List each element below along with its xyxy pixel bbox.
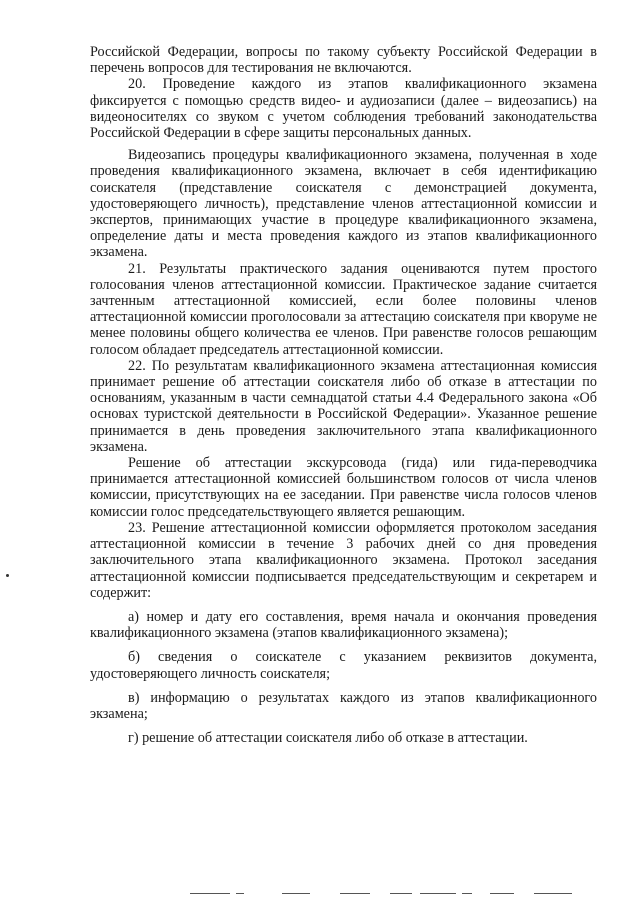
footer-scan-lines	[190, 893, 630, 895]
paragraph-item-21: 21. Результаты практического задания оцениваются путем простого голосования членов аттестационной комиссии. Практическое задание считается зачтенным аттестационной комиссией, если более половины членов аттестационной комиссии проголосовали за аттестацию соискателя при кворуме не менее половины общего количества ее членов. При равенстве голосов решающим голосом обладает председатель аттестационной комиссии.	[90, 260, 597, 358]
paragraph-subitem-b: б) сведения о соискателе с указанием реквизитов документа, удостоверяющего личность соискателя;	[90, 649, 597, 682]
paragraph-subitem-a: а) номер и дату его составления, время начала и окончания проведения квалификационного экзамена (этапов квалификационного экзамена);	[90, 608, 597, 642]
paragraph-continuation: Российской Федерации, вопросы по такому субъекту Российской Федерации в перечень вопросов для тестирования не включаются.	[90, 44, 597, 77]
paragraph-video-recording: Видеозапись процедуры квалификационного экзамена, полученная в ходе проведения квалификационного экзамена, включает в себя идентификацию соискателя (представление соискателя с демонстрацией документа, удостоверяющего личность), представление членов аттестационной комиссии и экспертов, принимающих участие в процедуре квалификационного экзамена, определение даты и места проведения каждого из этапов квалификационного экзамена.	[90, 147, 597, 261]
paragraph-decision-guide: Решение об аттестации экскурсовода (гида) или гида-переводчика принимается аттестационной комиссией большинством голосов от числа членов комиссии, присутствующих на ее заседании. При равенстве числа голосов членов комиссии голос председательствующего является решающим.	[90, 455, 597, 520]
paragraph-subitem-g: г) решение об аттестации соискателя либо об отказе в аттестации.	[128, 730, 528, 747]
paragraph-subitem-v: в) информацию о результатах каждого из этапов квалификационного экзамена;	[90, 689, 597, 722]
paragraph-item-23: 23. Решение аттестационной комиссии оформляется протоколом заседания аттестационной комиссии в течение 3 рабочих дней со дня проведения заключительного этапа квалификационного экзамена. Протокол заседания аттестационной комиссии подписывается председательствующим и секретарем и содержит:	[90, 519, 597, 601]
paragraph-item-22: 22. По результатам квалификационного экзамена аттестационная комиссия принимает решение об аттестации соискателя либо об отказе в аттестации по основаниям, указанным в части семнадцатой статьи 4.4 Федерального закона «Об основах туристской деятельности в Российской Федерации». Указанное решение принимается в день проведения заключительного этапа квалификационного экзамена.	[90, 357, 597, 455]
paragraph-item-20: 20. Проведение каждого из этапов квалификационного экзамена фиксируется с помощью средств видео- и аудиозаписи (далее – видеозапись) на видеоносителях со звуком с учетом соблюдения требований законодательства Российской Федерации в сфере защиты персональных данных.	[90, 76, 597, 142]
scan-speck	[6, 574, 9, 577]
